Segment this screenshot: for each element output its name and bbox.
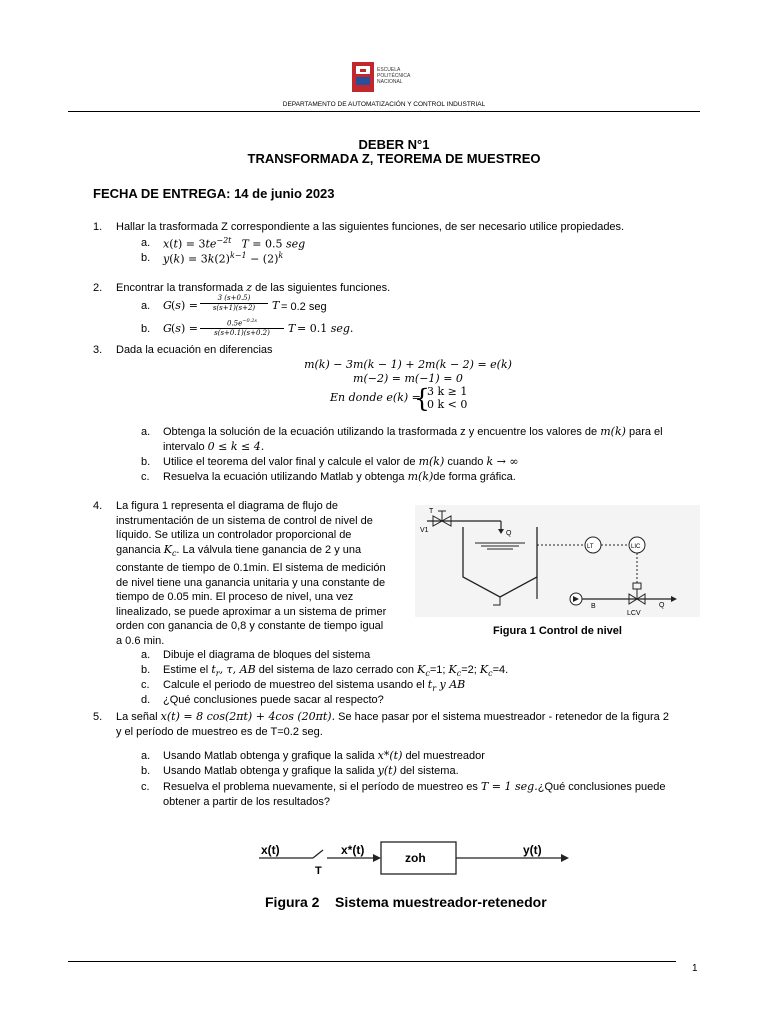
q5-c-line2: obtener a partir de los resultados? [163,796,330,808]
q4-b-text: Estime el $t_r$, τ, AB del sistema de lazo cerrado con $K_c=1$; $K_c=2$; $K_c=4$. [163,663,509,679]
q4-line: líquido. Se utiliza un controlador proporcional de [116,529,352,541]
q4-b-k3: =4. [492,664,509,676]
q5-c-text [163,780,666,795]
q4-gain-post: . La válvula tiene ganancia de 2 y una [176,543,362,556]
fig1-label-v1: V1 [420,527,429,534]
q5-c-label: c. [141,781,150,793]
figure-2-caption: Figura 2 Sistema muestreador-retenedor [265,894,547,910]
q3-b-lim: k → ∞ [486,455,519,468]
q1-a-label: a. [141,237,151,249]
q3-number: 3. [93,344,103,356]
q5-line2: y el período de muestreo es de T=0.2 seg. [116,726,323,738]
q3-a-text [163,425,663,440]
q3-c-var: m(k) [407,470,434,483]
fig1-label-lt: LT [587,544,594,550]
q3-a-label: a. [141,426,151,438]
q4-d-text: ¿Qué conclusiones puede sacar al respecto? [163,694,384,706]
q4-b-k2: =2; [461,664,477,676]
q4-b-k1: =1; [429,664,446,676]
q5-b-post: del sistema. [399,765,459,777]
q2-a-period: = 0.2 seg [281,301,327,313]
q1-b-equation: $y(k) = 3k(2)^{k-1} - (2)^k$ [163,251,284,266]
institution-logo [351,60,417,96]
figure-1-level-control-diagram [415,505,700,645]
q2-a-label: a. [141,300,151,312]
q4-a-text: Dibuje el diagrama de bloques del sistema [163,649,371,661]
q3-c-text-main: Resuelva la ecuación utilizando Matlab y obtenga [163,471,405,483]
q2-b-label: b. [141,323,151,335]
q3-a-var: m(k) [600,425,626,438]
q2-text-pre: Encontrar la transformada [116,282,247,294]
fig2-label-T: T [315,865,322,877]
q3-a-line2-math: 0 ≤ k ≤ 4. [207,440,265,453]
q3-c-post: de forma gráfica. [433,471,516,483]
q3-c-text [163,470,516,485]
q3-equation-3: En donde e(k) = { 3 k ≥ 1 0 k < 0 [330,384,468,413]
q4-line: a 0.6 min. [116,634,165,647]
q4-line: La figura 1 representa el diagrama de flujo de [116,500,338,512]
q5-b-text [163,764,459,779]
department-header: DEPARTAMENTO DE AUTOMATIZACIÓN Y CONTROL INDUSTRIAL [282,101,486,108]
q2-b-period: = 0.1 [297,322,328,335]
q4-c-text: Calcule el periodo de muestreo del sistema usando el $t_r$ y AB [163,678,466,694]
fig2-label-yt: y(t) [523,843,542,857]
q4-b-label: b. [141,664,151,676]
q5-a-text-main: Usando Matlab obtenga y grafique la salida [163,750,375,762]
q5-c-post: ¿Qué conclusiones puede [537,781,666,793]
q5-number: 5. [93,711,103,723]
q4-line-gain: ganancia $K_c$. La válvula tiene ganancia de 2 y una [116,542,362,558]
page-title: DEBER N°1 [358,137,430,152]
q4-b-text2: del sistema de lazo cerrado con [258,664,415,676]
q3-a-text-main: Obtenga la solución de la ecuación utilizando la trasformada z y encuentre los valores de [163,426,598,438]
q5-b-text-main: Usando Matlab obtenga y grafique la salida [163,765,375,777]
q4-a-label: a. [141,649,151,661]
logo-line-1: ESCUELA [377,67,401,73]
fig1-label-b: B [591,603,596,610]
q5-text-post: Se hace pasar por el sistema muestreador - retenedor de la figura 2 [338,711,669,723]
figure-1-caption: Figura 1 Control de nivel [493,625,622,637]
q5-text [116,710,669,725]
fig1-label-t: T [429,508,434,515]
q3-b-text-main: Utilice el teorema del valor final y calcule el valor de [163,456,416,468]
q5-a-label: a. [141,750,151,762]
q3-b-label: b. [141,456,151,468]
q5-c-eq: T = 1 seg. [480,780,538,793]
due-date: FECHA DE ENTREGA: 14 de junio 2023 [93,186,335,201]
header-rule [68,111,700,112]
footer-rule [68,961,676,962]
fig2-label-xt: x(t) [261,843,280,857]
q3-b-text [163,455,519,470]
q1-b-label: b. [141,252,151,264]
page-number: 1 [692,963,698,974]
q4-line: de nivel tiene una ganancia unitaria y una constante de [116,576,386,589]
q3-b-var: m(k) [418,455,445,468]
q4-c-text-main: Calcule el periodo de muestreo del sistema usando el [163,679,425,691]
q3-a-line2 [163,440,264,455]
q3-b-mid: cuando [447,456,484,468]
q4-line: constante de tiempo de 0.1min. El sistema de medición [116,562,386,575]
q3-a-text-end: para el [628,426,663,438]
q4-gain-pre: ganancia [116,543,161,556]
q4-d-label: d. [141,694,151,706]
q4-b-text-main: Estime el [163,664,209,676]
q3-a-line2-pre: intervalo [163,441,205,453]
q5-text-pre: La señal [116,711,158,723]
q5-a-var: x*(t) [377,749,403,762]
q3-text: Dada la ecuación en diferencias [116,344,273,356]
q1-number: 1. [93,221,103,233]
q4-c-label: c. [141,679,150,691]
q5-b-var: y(t) [377,764,397,777]
q2-text-var: z [246,281,253,294]
fig1-label-qo: Q [659,602,665,609]
fig1-label-lcv: LCV [627,610,641,617]
q5-c-text-main: Resuelva el problema nuevamente, si el período de muestreo es [163,781,478,793]
fig2-label-xstar: x*(t) [341,843,365,857]
q5-a-text [163,749,485,764]
q4-line: tiempo de 0.05 min. El proceso de nivel, una vez [116,591,354,604]
q5-b-label: b. [141,765,151,777]
q1-text: Hallar la trasformada Z correspondiente a las siguientes funciones, de ser necesario utilice propiedades. [116,221,625,233]
q2-text-post: de las siguientes funciones. [252,282,391,294]
q3-case-1: 3 k ≥ 1 [427,385,468,398]
logo-line-3: NACIONAL [377,79,403,85]
q3-c-label: c. [141,471,150,483]
q5-a-post: del muestreador [405,750,485,762]
q2-number: 2. [93,282,103,294]
q3-equation-1: m(k) − 3m(k − 1) + 2m(k − 2) = e(k) [304,358,512,371]
fig1-label-lic: LIC [631,544,641,550]
q3-case-2: 0 k < 0 [427,398,468,411]
q4-paragraph [116,499,416,648]
page-subtitle: TRANSFORMADA Z, TEOREMA DE MUESTREO [247,151,541,166]
q5-text-eq: x(t) = 8 cos(2πt) + 4cos (20πt). [160,710,336,723]
q4-line: linealizado, se puede aproximar a un sistema de primer [116,605,387,618]
q4-number: 4. [93,500,103,512]
logo-line-2: POLITÉCNICA [377,73,411,79]
q1-a-equation: $x(t) = 3te^{-2t}$ T = 0.5 seg [163,236,306,251]
fig1-label-qi: Q [506,530,512,537]
q3-eq3-pre: En donde e(k) = [330,391,421,404]
q4-line: instrumentación de un sistema de control de nivel de [116,514,373,527]
q4-line: orden con ganancia de 0,8 y constante de tiempo igual [116,620,384,633]
q3-equation-2: m(−2) = m(−1) = 0 [353,372,463,385]
fig2-zoh-block: zoh [405,851,426,865]
